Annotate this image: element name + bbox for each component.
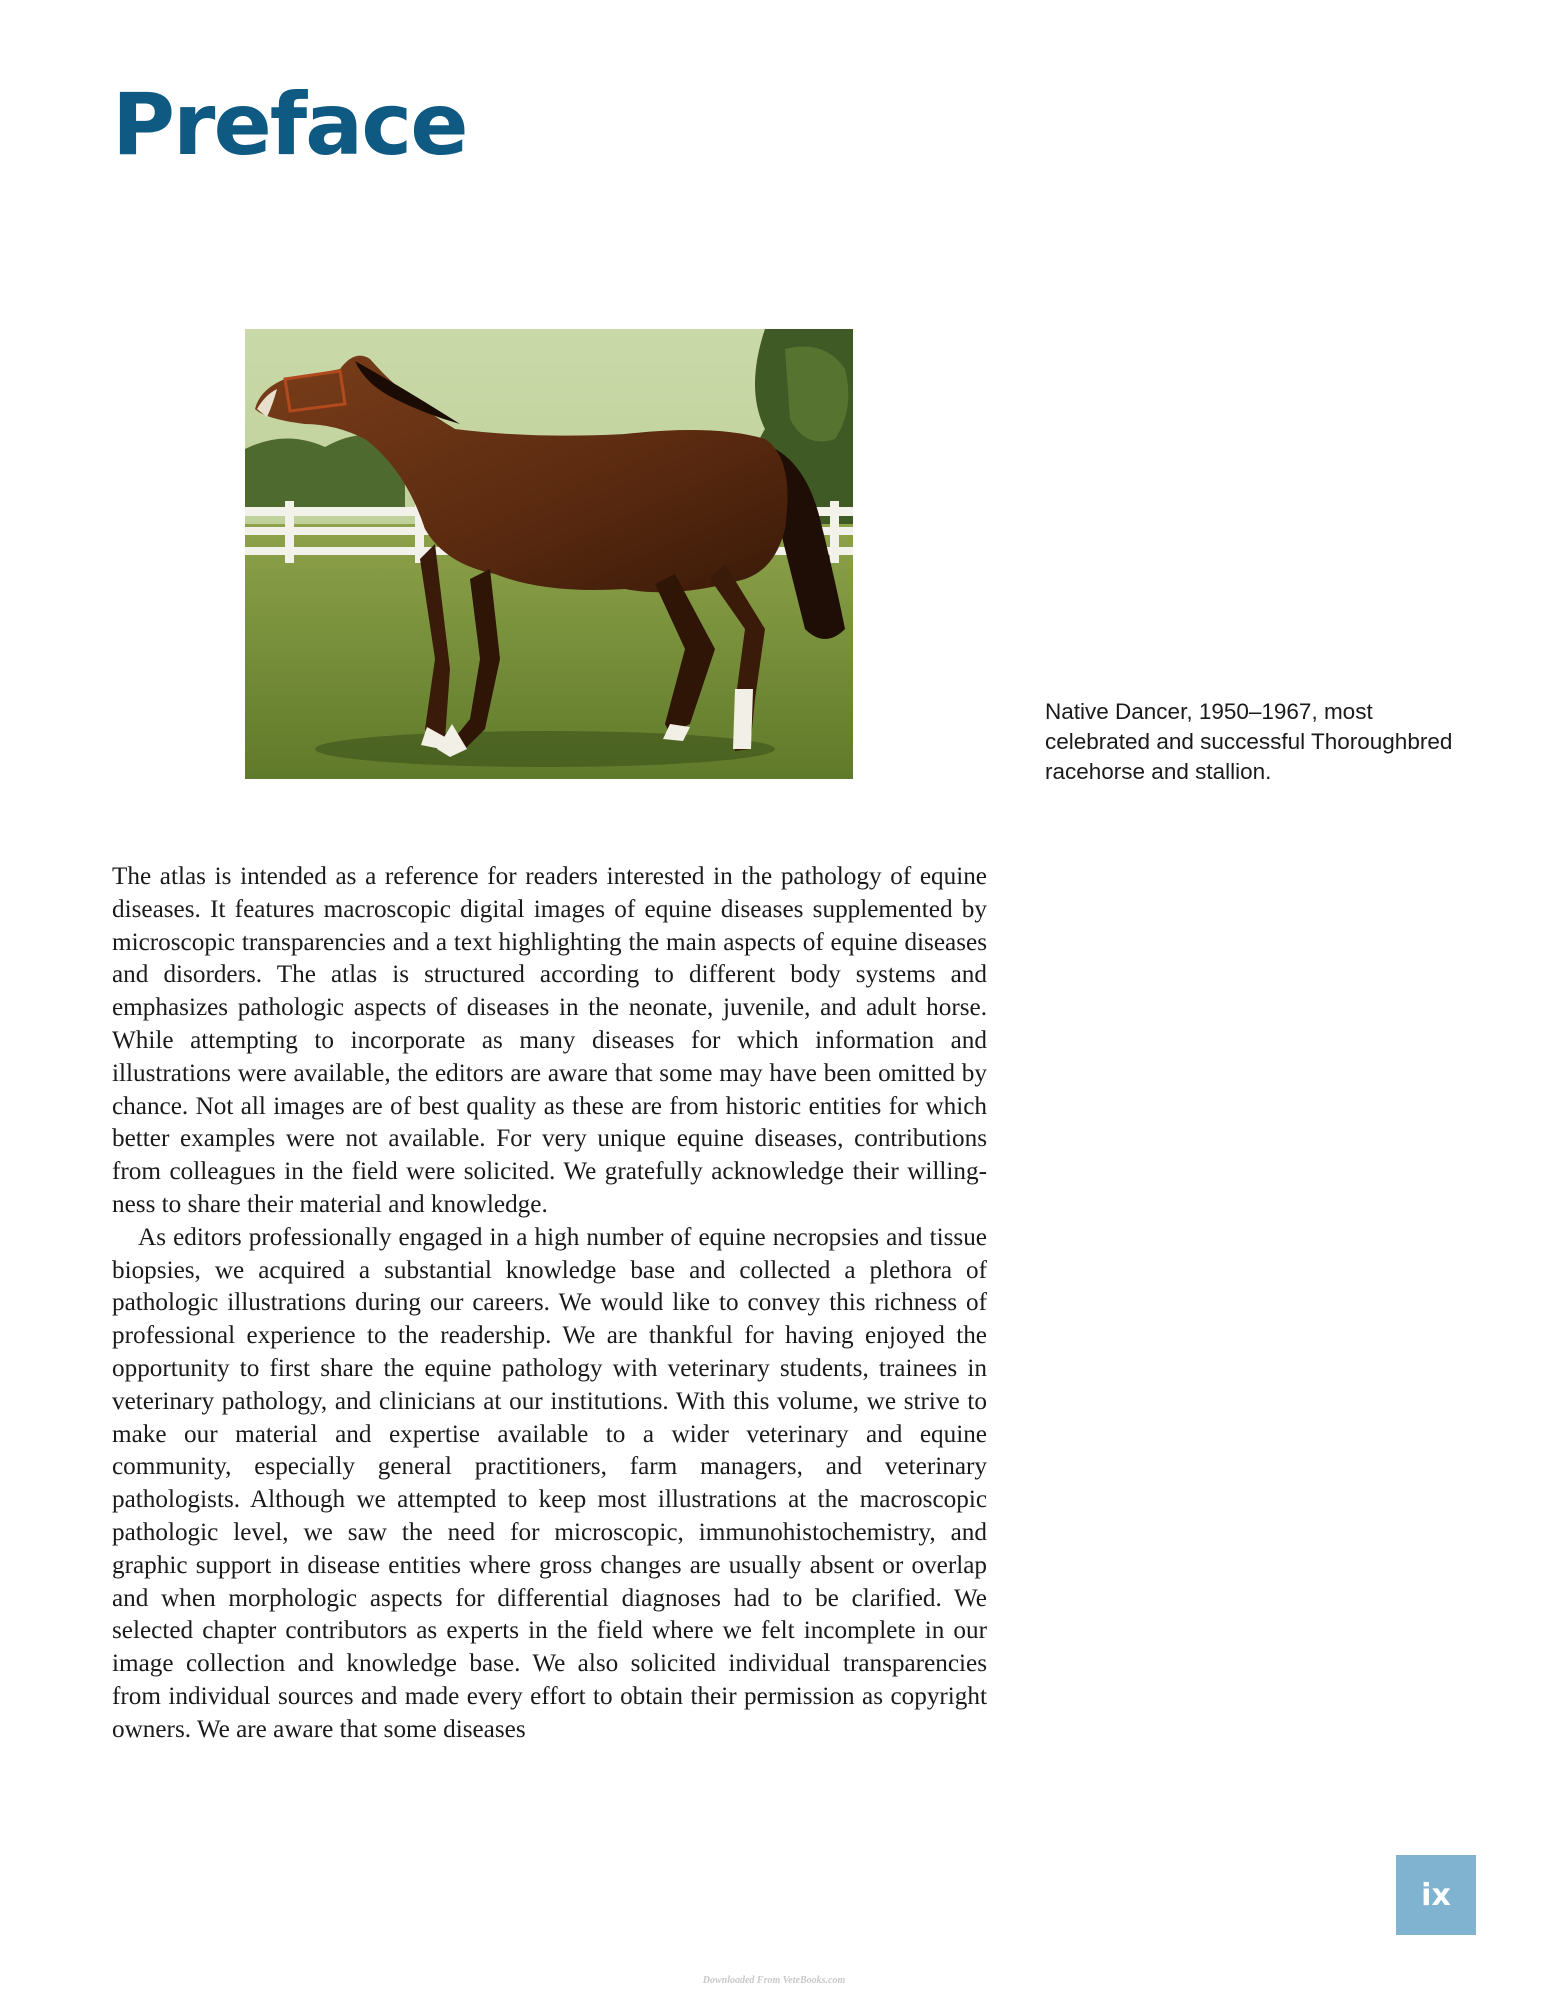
watermark: Downloaded From VeteBooks.com: [702, 1975, 846, 1986]
figure-caption: Native Dancer, 1950–1967, most celebrated and successful Thoroughbred racehorse and stallion.: [1045, 699, 1453, 784]
body-paragraph: As editors professionally engaged in a high number of equine necropsies and tissue biopsies, we acquired a substantial knowledge base and collected a plethora of pathologic illustrations during our careers. We would like to convey this richness of professional experience to the readership. We are thankful for having enjoyed the opportunity to first share the equine pathology with veterinary students, trainees in veterinary pathology, and clinicians at our institutions. With this volume, we strive to make our material and expertise available to a wider veterinary and equine community, especially general practitioners, farm managers, and veterinary pathologists. Although we attempted to keep most illustrations at the macroscopic pathologic level, we saw the need for microscopic, immunohistochemistry, and graphic support in disease entities where gross changes are usually absent or overlap and when morphologic aspects for differential diagnoses had to be clarified. We selected chapter contributors as experts in the field where we felt incomplete in our image collection and knowledge base. We also solicited individual transparencies from individual sources and made every effort to obtain their permission as copyright owners. We are aware that some diseases: [112, 1223, 987, 1743]
body-text: [112, 861, 987, 1747]
page-title: Preface: [112, 75, 467, 175]
body-paragraph: The atlas is intended as a reference for readers interested in the pathology of equine diseases. It features macroscopic digital images of equine diseases supplemented by microscopic transparencies and a text highlighting the main aspects of equine diseases and disorders. The atlas is structured according to different body systems and emphasizes pathologic aspects of diseases in the neonate, juvenile, and adult horse. While attempting to incorporate as many diseases for which information and illustrations were available, the editors are aware that some may have been omitted by chance. Not all images are of best quality as these are from historic entities for which better examples were not available. For very unique equine diseases, contributions from colleagues in the field were solicited. We gratefully acknowledge their willingness to share their material and knowledge.: [112, 863, 987, 1218]
page-number-badge: ix: [1396, 1855, 1476, 1935]
horse-illustration: [245, 329, 853, 779]
horse-photo: [245, 329, 853, 779]
